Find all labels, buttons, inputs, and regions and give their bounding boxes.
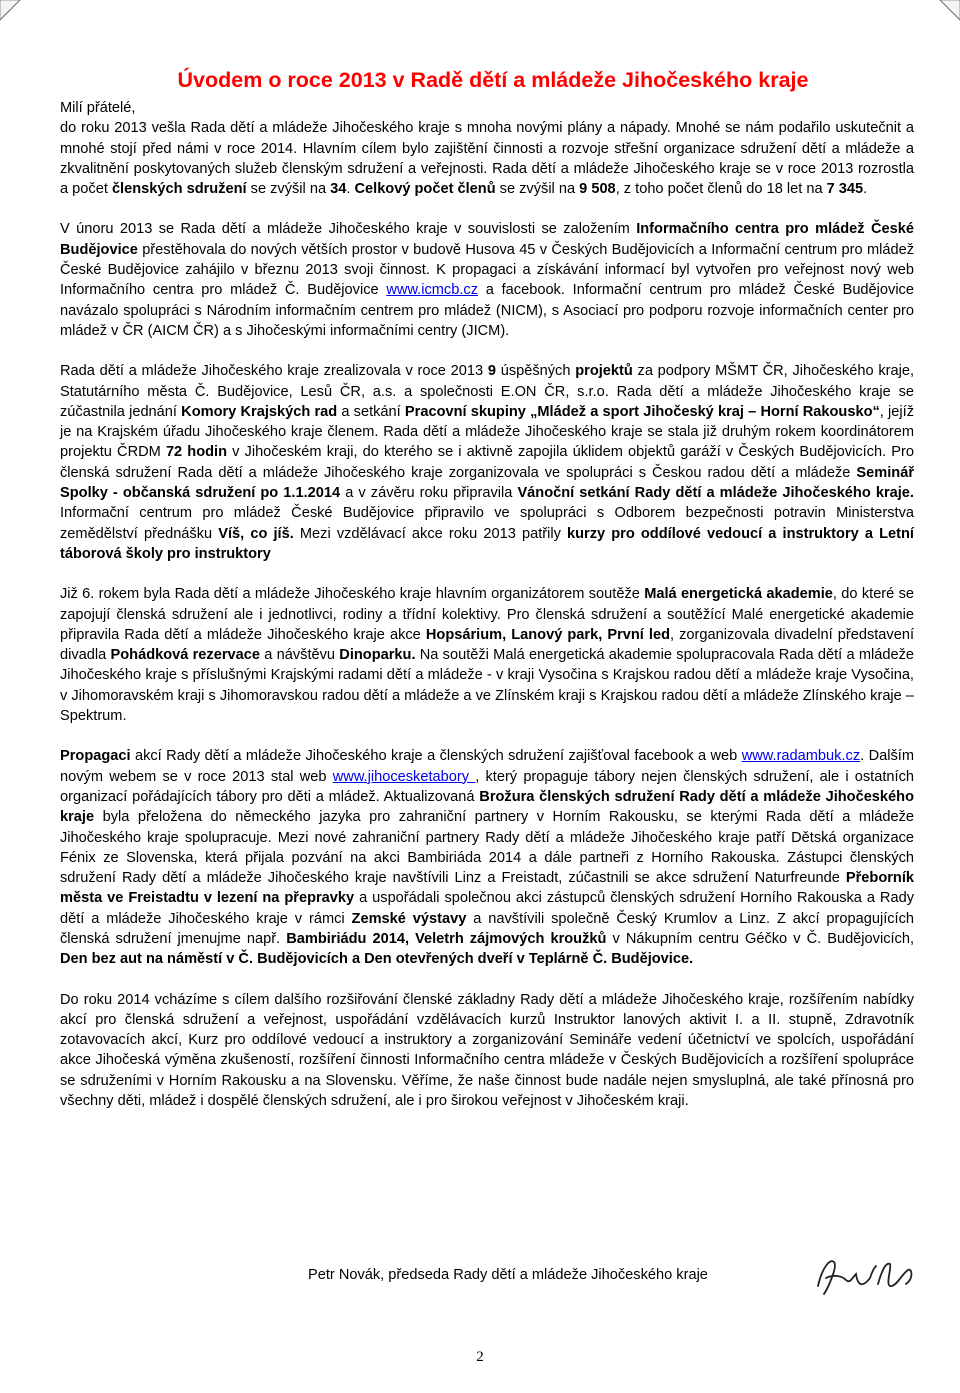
page-corner-fold-icon (0, 0, 22, 22)
jihocesketabory-link[interactable]: www.jihocesketabory (332, 768, 476, 785)
paragraph-membership: do roku 2013 vešla Rada dětí a mládeže Jihočeského kraje s mnoha novými plány a nápady. Mnohé se nám podařilo uskutečnit a mnohé stojí před námi v roce 2014. Hlavním cílem bylo zajištění činnosti a rozvoje střešní organizace sdružení dětí a mládeže a zkvalitnění poskytovaných služeb členským sdružení a veřejnosti. Rada dětí a mládeže Jihočeského kraje se v roce 2013 rozrostla a počet členských sdružení se zvýšil na 34. Celkový počet členů se zvýšil na 9 508, z toho počet členů do 18 let na 7 345. (60, 120, 914, 198)
handwritten-signature-icon (812, 1248, 922, 1303)
page-corner-fold-icon (938, 0, 960, 22)
paragraph-projects: Rada dětí a mládeže Jihočeského kraje zrealizovala v roce 2013 9 úspěšných projektů za podpory MŠMT ČR, Jihočeského kraje, Statutárního města Č. Budějovice, Lesů ČR, a.s. a společnosti E.ON ČR, s.r.o. Rada dětí a mládeže Jihočeského kraje se zúčastnila jednání Komory Krajských rad a setkání Pracovní skupiny „Mládež a sport Jihočeský kraj – Horní Rakousko“, jejíž je na Krajském úřadu Jihočeského kraje členem. Rada dětí a mládeže Jihočeského kraje se stala již druhým rokem koordinátorem projektu ČRDM 72 hodin v Jihočeském kraji, do kterého se i aktivně zapojila úklidem objektů garáží v Českých Budějovicích. Pro členská sdružení Rada dětí a mládeže Jihočeského kraje zorganizovala ve spolupráci s Českou radou dětí a mládeže Seminář Spolky - občanská sdružení po 1.1.2014 a v závěru roku připravila Vánoční setkání Rady dětí a mládeže Jihočeského kraje. Informační centrum pro mládež České Budějovice připravilo ve spolupráci s Odborem bezpečnosti potravin Ministerstva zemědělství přednášku Víš, co jíš. Mezi vzdělávací akce roku 2013 patřily kurzy pro oddílové vedoucí a instruktory a Letní táborová školy pro instruktory (60, 363, 915, 562)
signature-name: Petr Novák, předseda Rady dětí a mládeže Jihočeského kraje (308, 1267, 708, 1283)
icmcb-link[interactable]: www.icmcb.cz (386, 282, 478, 299)
paragraph-info-center: V únoru 2013 se Rada dětí a mládeže Jihočeského kraje v souvislosti se založením Informačního centra pro mládež České Budějovice přestěhovala do nových větších prostor v budově Husova 45 v Českých Budějovicích a Informační centrum pro mládež České Budějovice zahájilo v březnu 2013 svoji činnost. K propagaci a získávání informací byl vytvořen pro veřejnost nový web Informačního centra pro mládež Č. Budějovice www.icmcb.cz a facebook. Informační centrum pro mládež České Budějovice navázalo spolupráci s Národním informačním centrem pro mládež (NICM), s Asociací pro podporu rozvoje informačních center pro mládež v ČR (AICM ČR) a s Jihočeskými informačními centry (JICM). (60, 221, 914, 339)
radambuk-link[interactable]: www.radambuk.cz (741, 748, 861, 765)
paragraph-energy-academy: Již 6. rokem byla Rada dětí a mládeže Jihočeského kraje hlavním organizátorem soutěže Malá energetická akademie, do které se zapojují členská sdružení ale i jednotlivci, rodiny a třídní kolektivy. Pro členská sdružení a soutěžící Malé energetické akademie připravila Rada dětí a mládeže Jihočeského kraje akce Hopsárium, Lanový park, První led, zorganizovala divadelní představení divadla Pohádková rezervace a návštěvu Dinoparku. Na soutěži Malá energetická akademie spolupracovala Rada dětí a mládeže Jihočeského kraje s příslušnými Krajskými radami dětí a mládeže - v kraji Vysočina s Krajskou radou dětí a mládeže kraje Vysočina, v Jihomoravském kraji s Jihomoravskou radou dětí a mládeže a ve Zlínském kraji s Krajskou radou dětí a mládeže Zlínského kraje – Spektrum. (60, 586, 915, 725)
page-title: Úvodem o roce 2013 v Radě dětí a mládeže Jihočeského kraje (177, 68, 809, 92)
document-page (60, 68, 914, 1111)
page-number: 2 (476, 1349, 484, 1365)
signature-block (60, 1262, 914, 1302)
greeting: Milí přátelé, (60, 100, 136, 116)
paragraph-promotion: Propagaci akcí Rady dětí a mládeže Jihočeského kraje a členských sdružení zajišťoval facebook a web www.radambuk.cz. Dalším novým webem se v roce 2013 stal web www.jihocesketabory , který propaguje tábory nejen členských sdružení, ale i ostatních organizací pořádajících tábory pro děti a mládež. Aktualizovaná Brožura členských sdružení Rady dětí a mládeže Jihočeského kraje byla přeložena do německého jazyka pro zahraniční partnery v Horním Rakousku, se kterými Rada dětí a mládeže Jihočeského kraje spolupracuje. Mezi nové zahraniční partnery Rady dětí a mládeže Jihočeského kraje patří Dětská organizace Fénix ze Slovenska, která přijala pozvání na akci Bambiriáda 2014 a dále partneři z Horního Rakouska. Zástupci členských sdružení Rady dětí a mládeže Jihočeského kraje navštívili Linz a Freistadt, zúčastnili se akce sdružení Naturfreunde Přeborník města ve Freistadtu v lezení na přepravky a uspořádali společnou akci zástupců členských sdružení Horního Rakouska a Rady dětí a mládeže Jihočeského kraje v rámci Zemské výstavy a navštívili společně Český Krumlov a Linz. Z akcí propagujících členská sdružení jmenujme např. Bambiriádu 2014, Veletrh zájmových kroužků v Nákupním centru Géčko v Č. Budějovicích, Den bez aut na náměstí v Č. Budějovicích a Den otevřených dveří v Teplárně Č. Budějovice. (60, 748, 915, 968)
paragraph-outlook-2014: Do roku 2014 vcházíme s cílem dalšího rozšiřování členské základny Rady dětí a mládeže Jihočeského kraje, rozšířením nabídky akcí pro členská sdružení a veřejnost, uspořádání vzdělávacích kurzů Instruktor lanových aktivit I. a II. stupně, Zdravotník zotavovacích akcí, Kurz pro oddílové vedoucí a instruktory a zorganizování Semináře vedení účetnictví ve spolcích, uspořádání akce Jihočeská výměna zkušeností, rozšíření činnosti Informačního centra mládeže v Českých Budějovicích a rozšíření spolupráce se sdruženími v Horním Rakousku a na Slovensku. Věříme, že naše činnost bude nadále nejen smysluplná, ale také přínosná pro všechny děti, mládež i dospělé členských sdružení, ale i pro širokou veřejnost v Jihočeském kraji. (60, 991, 914, 1110)
